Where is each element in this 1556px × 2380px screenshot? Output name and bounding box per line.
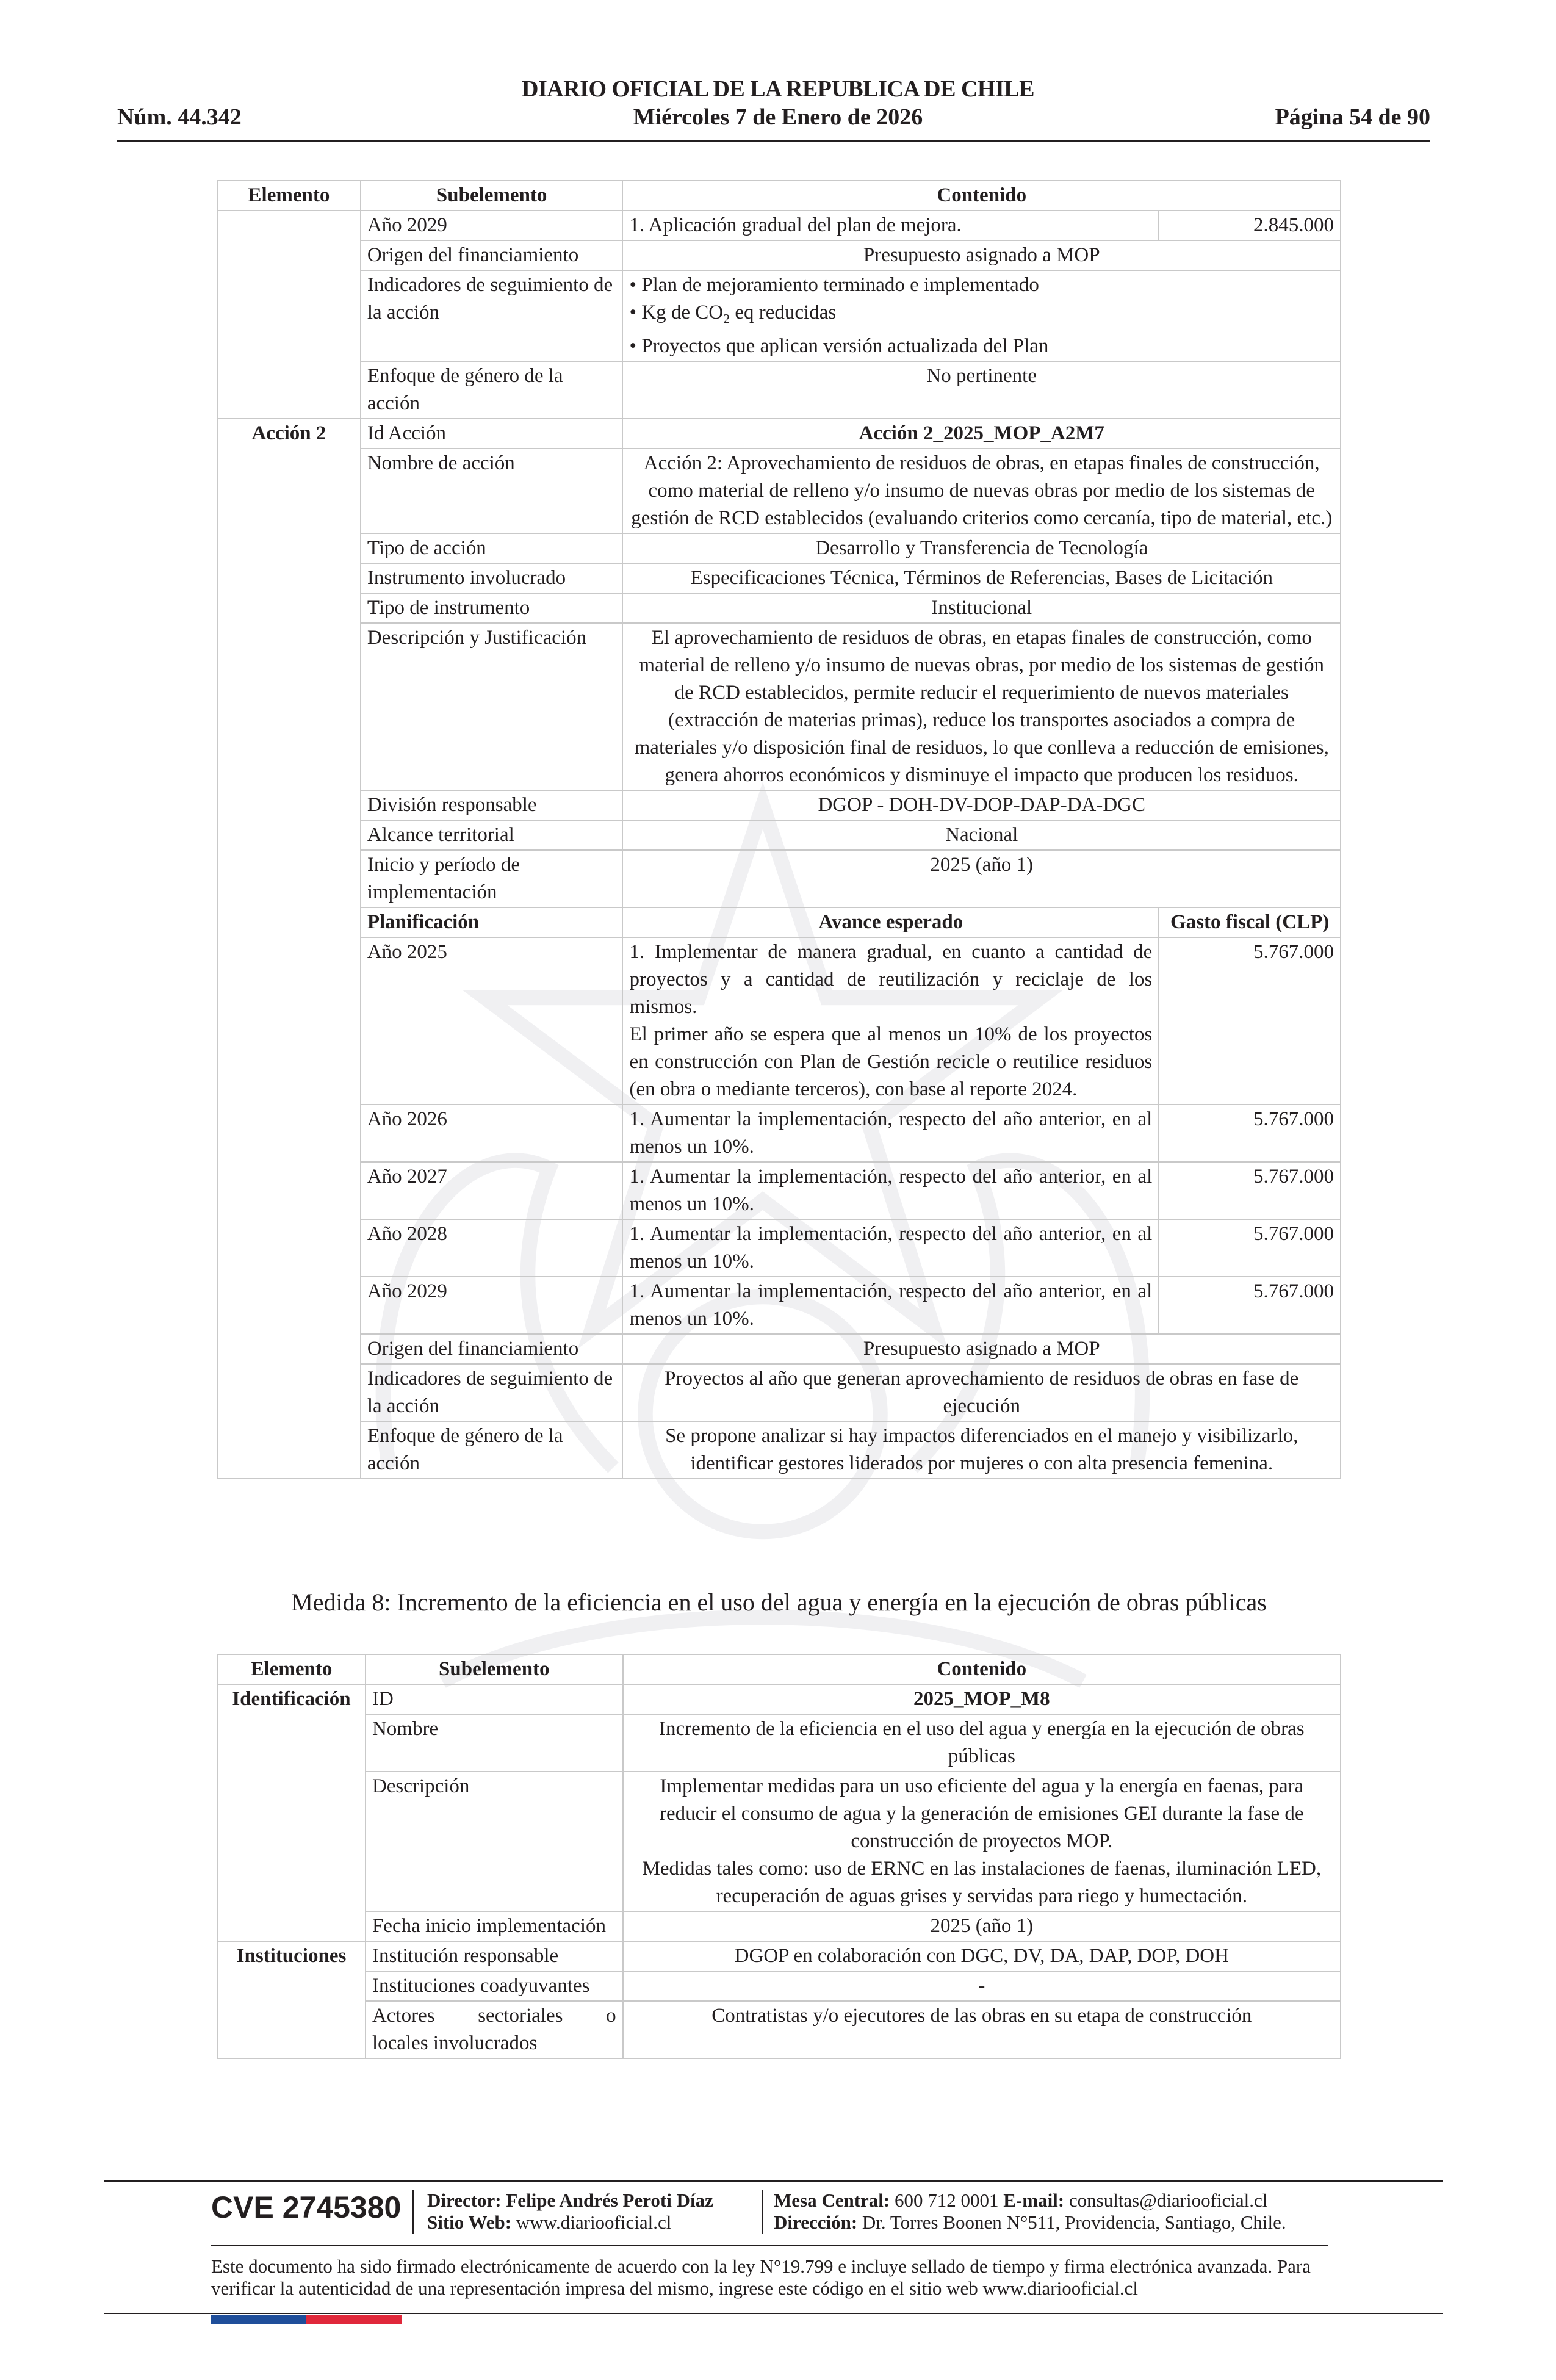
table-row (217, 850, 1341, 907)
actores-label-line-2: locales involucrados (372, 2032, 538, 2054)
coadyuvantes-label: Instituciones coadyuvantes (366, 1971, 623, 2001)
footer-divider-bottom (104, 2313, 1443, 2314)
co2-subscript: 2 (723, 311, 730, 326)
indicadores-value: Proyectos al año que generan aprovechamiento de residuos de obras en fase de ejecución (622, 1364, 1341, 1421)
year-amount: 5.767.000 (1159, 1277, 1341, 1334)
year-row (217, 1219, 1341, 1277)
instrumento-value: Especificaciones Técnica, Términos de Referencias, Bases de Licitación (622, 563, 1341, 593)
table-row (217, 240, 1341, 270)
alcance-value: Nacional (622, 820, 1341, 850)
year-label: Año 2029 (361, 211, 623, 240)
accion2-element-label: Acción 2 (217, 419, 361, 1479)
footer-director-block (427, 2190, 713, 2234)
actores-value: Contratistas y/o ejecutores de las obras en su etapa de construcción (623, 2001, 1341, 2058)
table-row (217, 449, 1341, 533)
descripcion-text: Implementar medidas para un uso eficiente del agua y la energía en faenas, para reducir el consumo de agua y la generación de emisiones GEI durante la fase de construcción de proyectos MOP. (660, 1775, 1304, 1852)
cve-code: CVE 2745380 (211, 2190, 402, 2224)
descripcion-label: Descripción y Justificación (361, 623, 623, 790)
footer-divider-mid (211, 2245, 1328, 2246)
footer-contact-block (774, 2190, 1286, 2234)
year-text: 1. Aplicación gradual del plan de mejora. (622, 211, 1159, 240)
accion-table (217, 180, 1341, 1479)
indicador-item: • Proyectos que aplican versión actualizada del Plan (629, 334, 1049, 357)
year-row (217, 1277, 1341, 1334)
year-row (217, 937, 1341, 1105)
table-row (217, 1772, 1341, 1911)
year-label: Año 2028 (361, 1219, 623, 1277)
indicadores-value (622, 270, 1341, 361)
descripcion-text-2: Medidas tales como: uso de ERNC en las instalaciones de faenas, iluminación LED, recuperación de aguas grises y servidas para riego y humectación. (642, 1858, 1322, 1907)
nombre-value: Incremento de la eficiencia en el uso del agua y energía en la ejecución de obras públicas (623, 1714, 1341, 1772)
indicador-co2-suffix: eq reducidas (730, 301, 837, 323)
table-row (217, 270, 1341, 361)
actores-label-line-1: Actores sectoriales o (372, 2005, 616, 2027)
table-row (217, 563, 1341, 593)
responsable-label: Institución responsable (366, 1941, 623, 1971)
responsable-value: DGOP en colaboración con DGC, DV, DA, DAP, DOP, DOH (623, 1941, 1341, 1971)
tipo-accion-value: Desarrollo y Transferencia de Tecnología (622, 533, 1341, 563)
nombre-label: Nombre de acción (361, 449, 623, 533)
year-amount: 5.767.000 (1159, 937, 1341, 1105)
avance-label: Avance esperado (622, 907, 1159, 937)
indicador-item (629, 299, 1334, 333)
email-label: E-mail: (1003, 2190, 1065, 2211)
table-row (217, 1971, 1341, 2001)
year-label: Año 2027 (361, 1162, 623, 1219)
element-cell-empty (217, 211, 361, 419)
year-label: Año 2029 (361, 1277, 623, 1334)
table-row (217, 1911, 1341, 1941)
descripcion-value: El aprovechamiento de residuos de obras, en etapas finales de construcción, como material de relleno y/o insumo de nuevas obras, por medio de los sistemas de gestión de RCD establecidos, permite reducir el requerimiento de nuevos materiales (extracción de materias primas), reduce los transportes asociados a compra de materiales y/o disposición final de residuos, lo que conlleva a reducción de emisiones, genera ahorros económicos y disminuye el impacto que producen los residuos. (622, 623, 1341, 790)
table-header-row (217, 1654, 1341, 1684)
division-label: División responsable (361, 790, 623, 820)
year-amount: 5.767.000 (1159, 1162, 1341, 1219)
instrumento-label: Instrumento involucrado (361, 563, 623, 593)
newspaper-title: DIARIO OFICIAL DE LA REPUBLICA DE CHILE (522, 76, 1034, 102)
sitio-link[interactable]: www.diariooficial.cl (516, 2212, 672, 2233)
table-row (217, 790, 1341, 820)
table-row (217, 1334, 1341, 1364)
sitio-label: Sitio Web: (427, 2212, 512, 2233)
identificacion-label: Identificación (217, 1684, 366, 1941)
issue-date: Miércoles 7 de Enero de 2026 (633, 104, 923, 130)
tipo-instrumento-label: Tipo de instrumento (361, 593, 623, 623)
flag-stripe-blue (211, 2315, 306, 2324)
email-link[interactable]: consultas@diariooficial.cl (1068, 2190, 1268, 2211)
origen-label: Origen del financiamiento (361, 240, 623, 270)
year-avance-text: 1. Implementar de manera gradual, en cuanto a cantidad de proyectos y a cantidad de reutilización y reciclaje de los mismos. (629, 940, 1153, 1018)
instituciones-label: Instituciones (217, 1941, 366, 2058)
signature-note: Este documento ha sido firmado electrónicamente de acuerdo con la ley N°19.799 e incluye sellado de tiempo y firma electrónica avanzada. Para verificar la autenticidad de una representación impresa del mismo, ingrese este código en el sitio web www.diariooficial.cl (211, 2256, 1311, 2299)
direccion-label: Dirección: (774, 2212, 858, 2233)
director-name: Felipe Andrés Peroti Díaz (506, 2190, 713, 2211)
planificacion-label: Planificación (361, 907, 623, 937)
header-elemento: Elemento (217, 1654, 366, 1684)
origen-value: Presupuesto asignado a MOP (622, 240, 1341, 270)
inicio-value: 2025 (año 1) (622, 850, 1341, 907)
table-row (217, 593, 1341, 623)
descripcion-label: Descripción (366, 1772, 623, 1911)
table-row (217, 820, 1341, 850)
page-number: Página 54 de 90 (1275, 104, 1430, 130)
table-row (217, 361, 1341, 419)
footer-separator (762, 2190, 763, 2234)
year-amount: 5.767.000 (1159, 1105, 1341, 1162)
table-row (217, 1421, 1341, 1479)
origen-value: Presupuesto asignado a MOP (622, 1334, 1341, 1364)
inicio-label: Inicio y período de implementación (361, 850, 623, 907)
indicadores-label: Indicadores de seguimiento de la acción (361, 270, 623, 361)
flag-stripe-red (306, 2315, 402, 2324)
year-row (217, 1162, 1341, 1219)
table-row (217, 1684, 1341, 1714)
mesa-label: Mesa Central: (774, 2190, 890, 2211)
header-divider (117, 140, 1430, 142)
director-label: Director: (427, 2190, 502, 2211)
issue-number: Núm. 44.342 (117, 104, 242, 130)
origen-label: Origen del financiamiento (361, 1334, 623, 1364)
year-avance-text: 1. Aumentar la implementación, respecto del año anterior, en al menos un 10%. (622, 1162, 1159, 1219)
year-avance-text: 1. Aumentar la implementación, respecto del año anterior, en al menos un 10%. (622, 1277, 1159, 1334)
indicadores-label: Indicadores de seguimiento de la acción (361, 1364, 623, 1421)
planificacion-header-row (217, 907, 1341, 937)
genero-value: Se propone analizar si hay impactos diferenciados en el manejo y visibilizarlo, identificar gestores liderados por mujeres o con alta presencia femenina. (622, 1421, 1341, 1479)
year-amount: 2.845.000 (1159, 211, 1341, 240)
gasto-label: Gasto fiscal (CLP) (1159, 907, 1341, 937)
actores-label (366, 2001, 623, 2058)
year-row (217, 1105, 1341, 1162)
header-contenido: Contenido (623, 1654, 1341, 1684)
table-row (217, 623, 1341, 790)
table-row (217, 419, 1341, 449)
table-row (217, 533, 1341, 563)
table-row (217, 211, 1341, 240)
year-amount: 5.767.000 (1159, 1219, 1341, 1277)
table-row (217, 1714, 1341, 1772)
table-row (217, 1364, 1341, 1421)
id-label: ID (366, 1684, 623, 1714)
year-avance-text: 1. Aumentar la implementación, respecto del año anterior, en al menos un 10%. (622, 1219, 1159, 1277)
footer-separator (412, 2190, 414, 2234)
table-header-row (217, 181, 1341, 211)
year-label: Año 2026 (361, 1105, 623, 1162)
id-accion-value: Acción 2_2025_MOP_A2M7 (622, 419, 1341, 449)
year-avance-text-2: El primer año se espera que al menos un 10% de los proyectos en construcción con Plan de Gestión recicle o reutilice residuos (en obra o mediante terceros), con base al reporte 2024. (629, 1023, 1153, 1100)
nombre-label: Nombre (366, 1714, 623, 1772)
coadyuvantes-value: - (623, 1971, 1341, 2001)
medida-8-title: Medida 8: Incremento de la eficiencia en el uso del agua y energía en la ejecución de obras públicas (291, 1588, 1267, 1616)
header-subelemento: Subelemento (361, 181, 623, 211)
year-avance-text: 1. Aumentar la implementación, respecto del año anterior, en al menos un 10%. (622, 1105, 1159, 1162)
year-avance (622, 937, 1159, 1105)
id-accion-label: Id Acción (361, 419, 623, 449)
alcance-label: Alcance territorial (361, 820, 623, 850)
genero-label: Enfoque de género de la acción (361, 361, 623, 419)
id-value: 2025_MOP_M8 (623, 1684, 1341, 1714)
nombre-value: Acción 2: Aprovechamiento de residuos de obras, en etapas finales de construcción, como material de relleno y/o insumo de nuevas obras por medio de los sistemas de gestión de RCD establecidos (evaluando criterios como cercanía, tipo de material, etc.) (622, 449, 1341, 533)
direccion-value: Dr. Torres Boonen N°511, Providencia, Santiago, Chile. (862, 2212, 1286, 2233)
tipo-accion-label: Tipo de acción (361, 533, 623, 563)
year-label: Año 2025 (361, 937, 623, 1105)
indicador-co2-text: • Kg de CO (629, 301, 724, 323)
table-row (217, 2001, 1341, 2058)
table-row (217, 1941, 1341, 1971)
medida-8-table (217, 1654, 1341, 2059)
genero-label: Enfoque de género de la acción (361, 1421, 623, 1479)
tipo-instrumento-value: Institucional (622, 593, 1341, 623)
header-contenido: Contenido (622, 181, 1341, 211)
footer-divider-top (104, 2180, 1443, 2182)
genero-value: No pertinente (622, 361, 1341, 419)
fecha-label: Fecha inicio implementación (366, 1911, 623, 1941)
division-value: DGOP - DOH-DV-DOP-DAP-DA-DGC (622, 790, 1341, 820)
mesa-phone: 600 712 0001 (895, 2190, 999, 2211)
header-elemento: Elemento (217, 181, 361, 211)
descripcion-value (623, 1772, 1341, 1911)
indicador-item: • Plan de mejoramiento terminado e implementado (629, 274, 1039, 296)
fecha-value: 2025 (año 1) (623, 1911, 1341, 1941)
header-subelemento: Subelemento (366, 1654, 623, 1684)
